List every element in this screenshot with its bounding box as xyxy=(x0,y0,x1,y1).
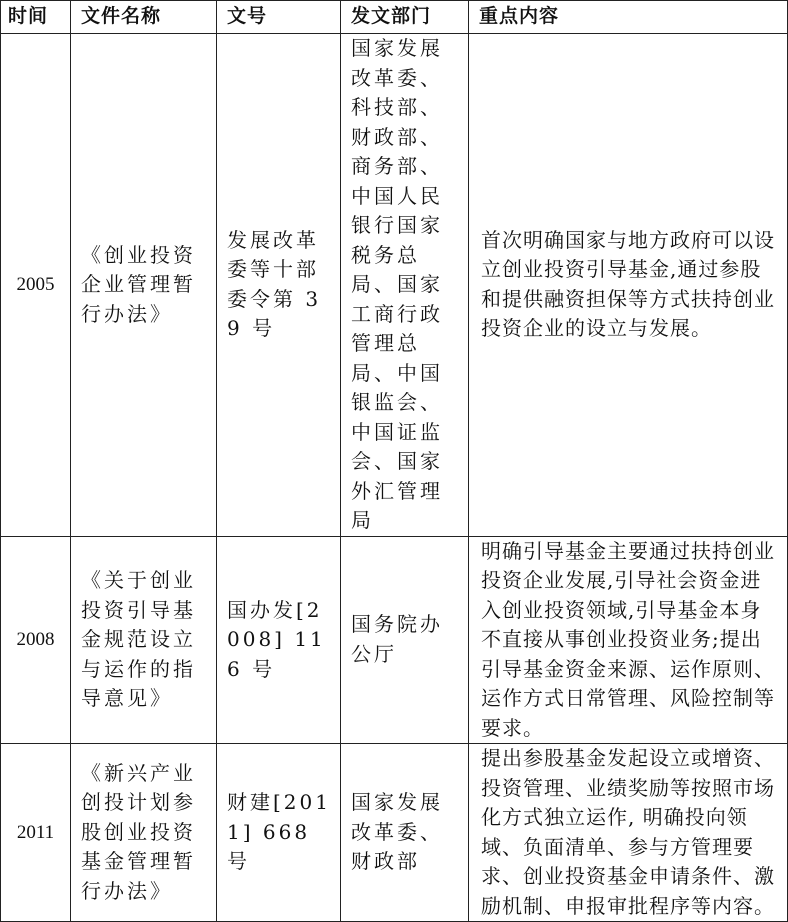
header-file-name: 文件名称 xyxy=(71,1,217,34)
cell-issuing-dept: 国务院办公厅 xyxy=(341,536,469,744)
cell-doc-number: 国办发[2008] 116 号 xyxy=(217,536,341,744)
header-row xyxy=(1,1,788,34)
header-doc-number: 文号 xyxy=(217,1,341,34)
cell-file-name: 《关于创业投资引导基金规范设立与运作的指导意见》 xyxy=(71,536,217,744)
cell-file-name: 《创业投资企业管理暂行办法》 xyxy=(71,34,217,537)
table-row xyxy=(1,536,788,744)
cell-issuing-dept: 国家发展改革委、科技部、财政部、商务部、中国人民银行国家税务总局、国家工商行政管理总局、中国银监会、中国证监会、国家外汇管理局 xyxy=(341,34,469,537)
cell-key-content: 明确引导基金主要通过扶持创业投资企业发展,引导社会资金进入创业投资领域,引导基金本身不直接从事创业投资业务;提出引导基金资金来源、运作原则、运作方式日常管理、风险控制等要求。 xyxy=(469,536,788,744)
cell-doc-number: 财建[2011] 668 号 xyxy=(217,744,341,922)
table-row xyxy=(1,744,788,922)
cell-key-content: 首次明确国家与地方政府可以设立创业投资引导基金,通过参股和提供融资担保等方式扶持创业投资企业的设立与发展。 xyxy=(469,34,788,537)
cell-file-name: 《新兴产业创投计划参股创业投资基金管理暂行办法》 xyxy=(71,744,217,922)
header-key-content: 重点内容 xyxy=(469,1,788,34)
cell-time: 2008 xyxy=(1,536,71,744)
cell-issuing-dept: 国家发展改革委、财政部 xyxy=(341,744,469,922)
table-row xyxy=(1,34,788,537)
header-issuing-dept: 发文部门 xyxy=(341,1,469,34)
cell-doc-number: 发展改革委等十部委令第 39 号 xyxy=(217,34,341,537)
cell-time: 2005 xyxy=(1,34,71,537)
cell-time: 2011 xyxy=(1,744,71,922)
cell-key-content: 提出参股基金发起设立或增资、投资管理、业绩奖励等按照市场化方式独立运作, 明确投向领域、负面清单、参与方管理要求、创业投资基金申请条件、激励机制、申报审批程序等内容。 xyxy=(469,744,788,922)
header-time: 时间 xyxy=(1,1,71,34)
